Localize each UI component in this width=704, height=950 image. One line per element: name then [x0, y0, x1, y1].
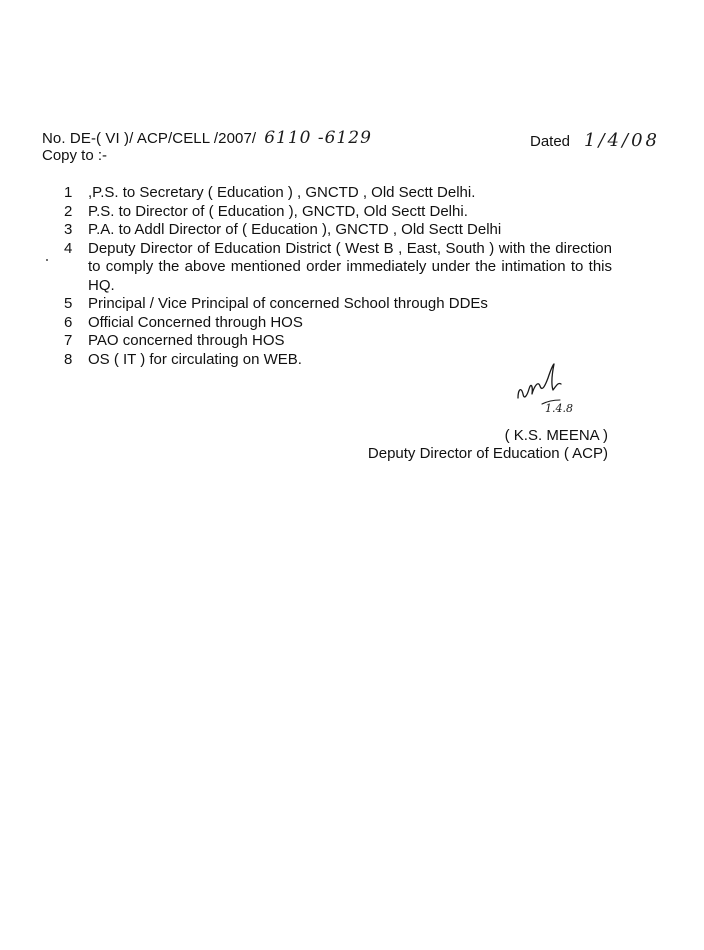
reference-line — [42, 128, 372, 148]
reference-number: No. DE-( VI )/ ACP/CELL /2007/ — [42, 130, 257, 147]
item-number: 8 — [64, 350, 73, 368]
copy-to-heading: Copy to :- — [42, 147, 108, 164]
item-number: 7 — [64, 332, 73, 349]
item-text: Principal / Vice Principal of concerned School through DDEs — [88, 295, 488, 312]
dated-line — [530, 130, 660, 151]
signatory-name: ( K.S. MEENA ) — [504, 427, 608, 444]
item-number: 3 — [64, 221, 73, 238]
list-item — [60, 240, 612, 296]
list-item — [60, 295, 612, 314]
stray-mark — [46, 259, 48, 261]
item-text: P.S. to Director of ( Education ), GNCTD, Old Sectt Delhi. — [88, 202, 468, 220]
list-item — [60, 332, 612, 351]
item-number: 4 — [64, 239, 73, 257]
list-item — [60, 184, 612, 203]
handwritten-signature — [512, 356, 592, 418]
item-number: 5 — [64, 295, 73, 312]
copy-list — [60, 184, 612, 369]
item-text: Official Concerned through HOS — [88, 313, 303, 331]
item-text: Deputy Director of Education District ( West B , East, South ) with the direction to comply the above mentioned order immediately under the intimation to this HQ. — [88, 239, 612, 294]
list-item — [60, 221, 612, 240]
item-text: OS ( IT ) for circulating on WEB. — [88, 350, 302, 368]
item-text: PAO concerned through HOS — [88, 332, 285, 349]
signatory-designation: Deputy Director of Education ( ACP) — [367, 445, 608, 462]
dated-handwritten-value: 1/4/08 — [584, 130, 660, 151]
signature-date: 1.4.8 — [545, 402, 573, 415]
item-number: 2 — [64, 202, 73, 220]
dated-label: Dated — [530, 133, 571, 150]
reference-handwritten-range: 6110 -6129 — [264, 128, 372, 148]
list-item — [60, 314, 612, 333]
item-text: P.A. to Addl Director of ( Education ), GNCTD , Old Sectt Delhi — [88, 221, 502, 238]
item-text: ,P.S. to Secretary ( Education ) , GNCTD , Old Sectt Delhi. — [88, 184, 476, 201]
item-number: 6 — [64, 313, 73, 331]
item-number: 1 — [64, 184, 73, 201]
list-item — [60, 203, 612, 222]
